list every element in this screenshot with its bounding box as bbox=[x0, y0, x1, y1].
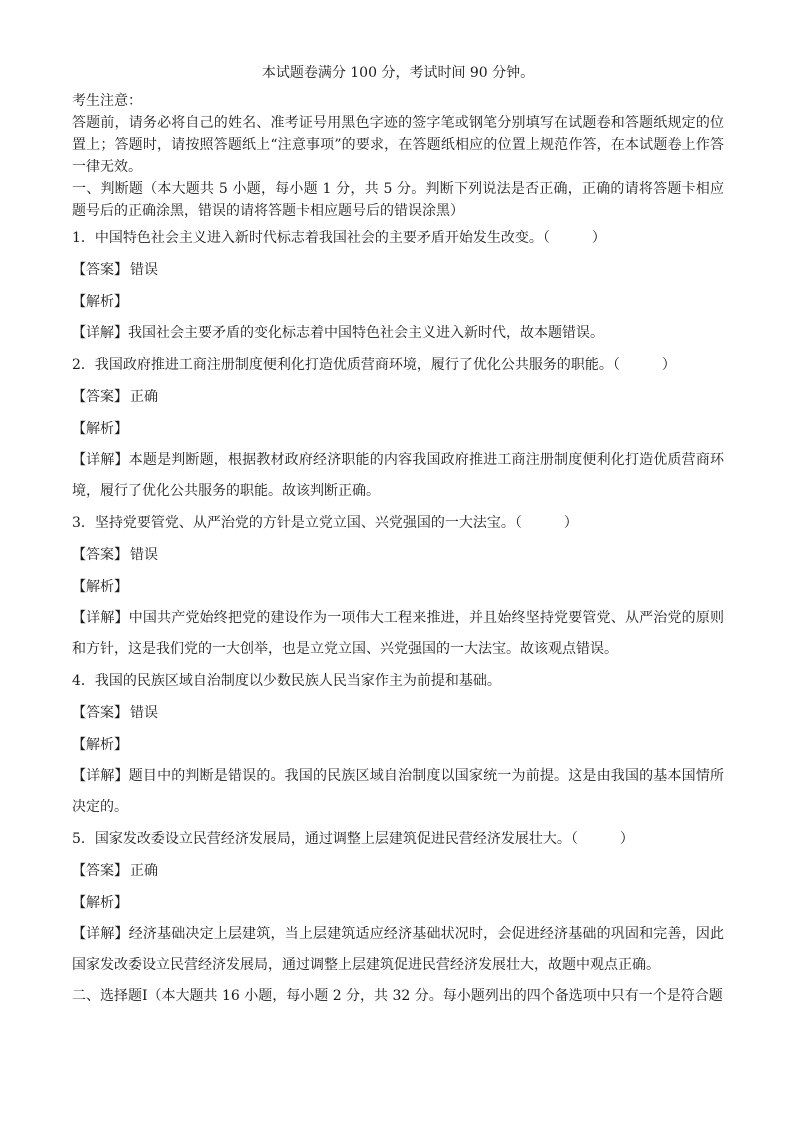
notice-title: 考生注意： bbox=[72, 93, 142, 109]
question-stem: 2．我国政府推进工商注册制度便利化打造优质营商环境，履行了优化公共服务的职能。（ ） bbox=[72, 357, 676, 373]
question-stem: 3．坚持党要管党、从严治党的方针是立党立国、兴党强国的一大法宝。（ ） bbox=[72, 515, 578, 531]
section2-heading: 二、选择题Ⅰ（本大题共 16 小题，每小题 2 分，共 32 分。每小题列出的四个备选项中只有一个是符合题 bbox=[72, 988, 723, 1004]
exam-info: 本试题卷满分 100 分，考试时间 90 分钟。 bbox=[261, 65, 535, 81]
question-stem: 4．我国的民族区域自治制度以少数民族人民当家作主为前提和基础。 bbox=[72, 673, 501, 689]
analysis-label: 【解析】 bbox=[72, 895, 128, 911]
answer-row bbox=[72, 254, 724, 286]
notice-body: 答题前，请务必将自己的姓名、准考证号用黑色字迹的签字笔或钢笔分别填写在试题卷和答题纸规定的位置上；答题时，请按照答题纸上“注意事项”的要求，在答题纸相应的位置上规范作答，在本试题卷上作答一律无效。 bbox=[72, 115, 724, 175]
section1-heading: 一、判断题（本大题共 5 小题，每小题 1 分，共 5 分。判断下列说法是否正确，正确的请将答题卡相应题号后的正确涂黑，错误的请将答题卡相应题号后的错误涂黑） bbox=[72, 181, 724, 219]
answer-label: 【答案】 bbox=[72, 863, 128, 879]
question-2 bbox=[72, 349, 724, 507]
answer-row bbox=[72, 855, 724, 887]
detail-row bbox=[72, 603, 724, 665]
detail-text: 本题是判断题，根据教材政府经济职能的内容我国政府推进工商注册制度便利化打造优质营商环境，履行了优化公共服务的职能。故该判断正确。 bbox=[72, 452, 725, 499]
detail-text: 经济基础决定上层建筑，当上层建筑适应经济基础状况时，会促进经济基础的巩固和完善，因此国家发改委设立民营经济发展局，通过调整上层建筑促进民营经济发展壮大，故题中观点正确。 bbox=[72, 926, 725, 973]
answer-value: 错误 bbox=[130, 262, 158, 278]
answer-value: 错误 bbox=[130, 705, 158, 721]
answer-value: 正确 bbox=[130, 389, 158, 405]
question-5 bbox=[72, 823, 724, 981]
analysis-label: 【解析】 bbox=[72, 737, 128, 753]
detail-label: 【详解】 bbox=[72, 452, 129, 468]
answer-label: 【答案】 bbox=[72, 262, 128, 278]
answer-value: 正确 bbox=[130, 863, 158, 879]
detail-text: 我国社会主要矛盾的变化标志着中国特色社会主义进入新时代，故本题错误。 bbox=[128, 325, 604, 341]
answer-row bbox=[72, 697, 724, 729]
detail-row bbox=[72, 919, 724, 981]
answer-row bbox=[72, 539, 724, 571]
analysis-label: 【解析】 bbox=[72, 294, 128, 310]
detail-text: 中国共产党始终把党的建设作为一项伟大工程来推进，并且始终坚持党要管党、从严治党的原则和方针，这是我们党的一大创举，也是立党立国、兴党强国的一大法宝。故该观点错误。 bbox=[72, 610, 725, 657]
answer-label: 【答案】 bbox=[72, 547, 128, 563]
detail-label: 【详解】 bbox=[72, 610, 129, 626]
analysis-label: 【解析】 bbox=[72, 579, 128, 595]
detail-row bbox=[72, 445, 724, 507]
detail-label: 【详解】 bbox=[72, 926, 129, 942]
answer-label: 【答案】 bbox=[72, 705, 128, 721]
question-1 bbox=[72, 222, 724, 349]
detail-row bbox=[72, 318, 724, 349]
question-4 bbox=[72, 665, 724, 823]
answer-value: 错误 bbox=[130, 547, 158, 563]
question-stem: 1．中国特色社会主义进入新时代标志着我国社会的主要矛盾开始发生改变。（ ） bbox=[72, 230, 606, 246]
detail-row bbox=[72, 761, 724, 823]
answer-row bbox=[72, 381, 724, 413]
detail-label: 【详解】 bbox=[72, 325, 128, 341]
question-3 bbox=[72, 507, 724, 665]
document-page bbox=[72, 62, 724, 1011]
answer-label: 【答案】 bbox=[72, 389, 128, 405]
detail-label: 【详解】 bbox=[72, 768, 129, 784]
detail-text: 题目中的判断是错误的。我国的民族区域自治制度以国家统一为前提。这是由我国的基本国情所决定的。 bbox=[72, 768, 725, 815]
question-stem: 5．国家发改委设立民营经济发展局，通过调整上层建筑促进民营经济发展壮大。（ ） bbox=[72, 831, 634, 847]
analysis-label: 【解析】 bbox=[72, 421, 128, 437]
